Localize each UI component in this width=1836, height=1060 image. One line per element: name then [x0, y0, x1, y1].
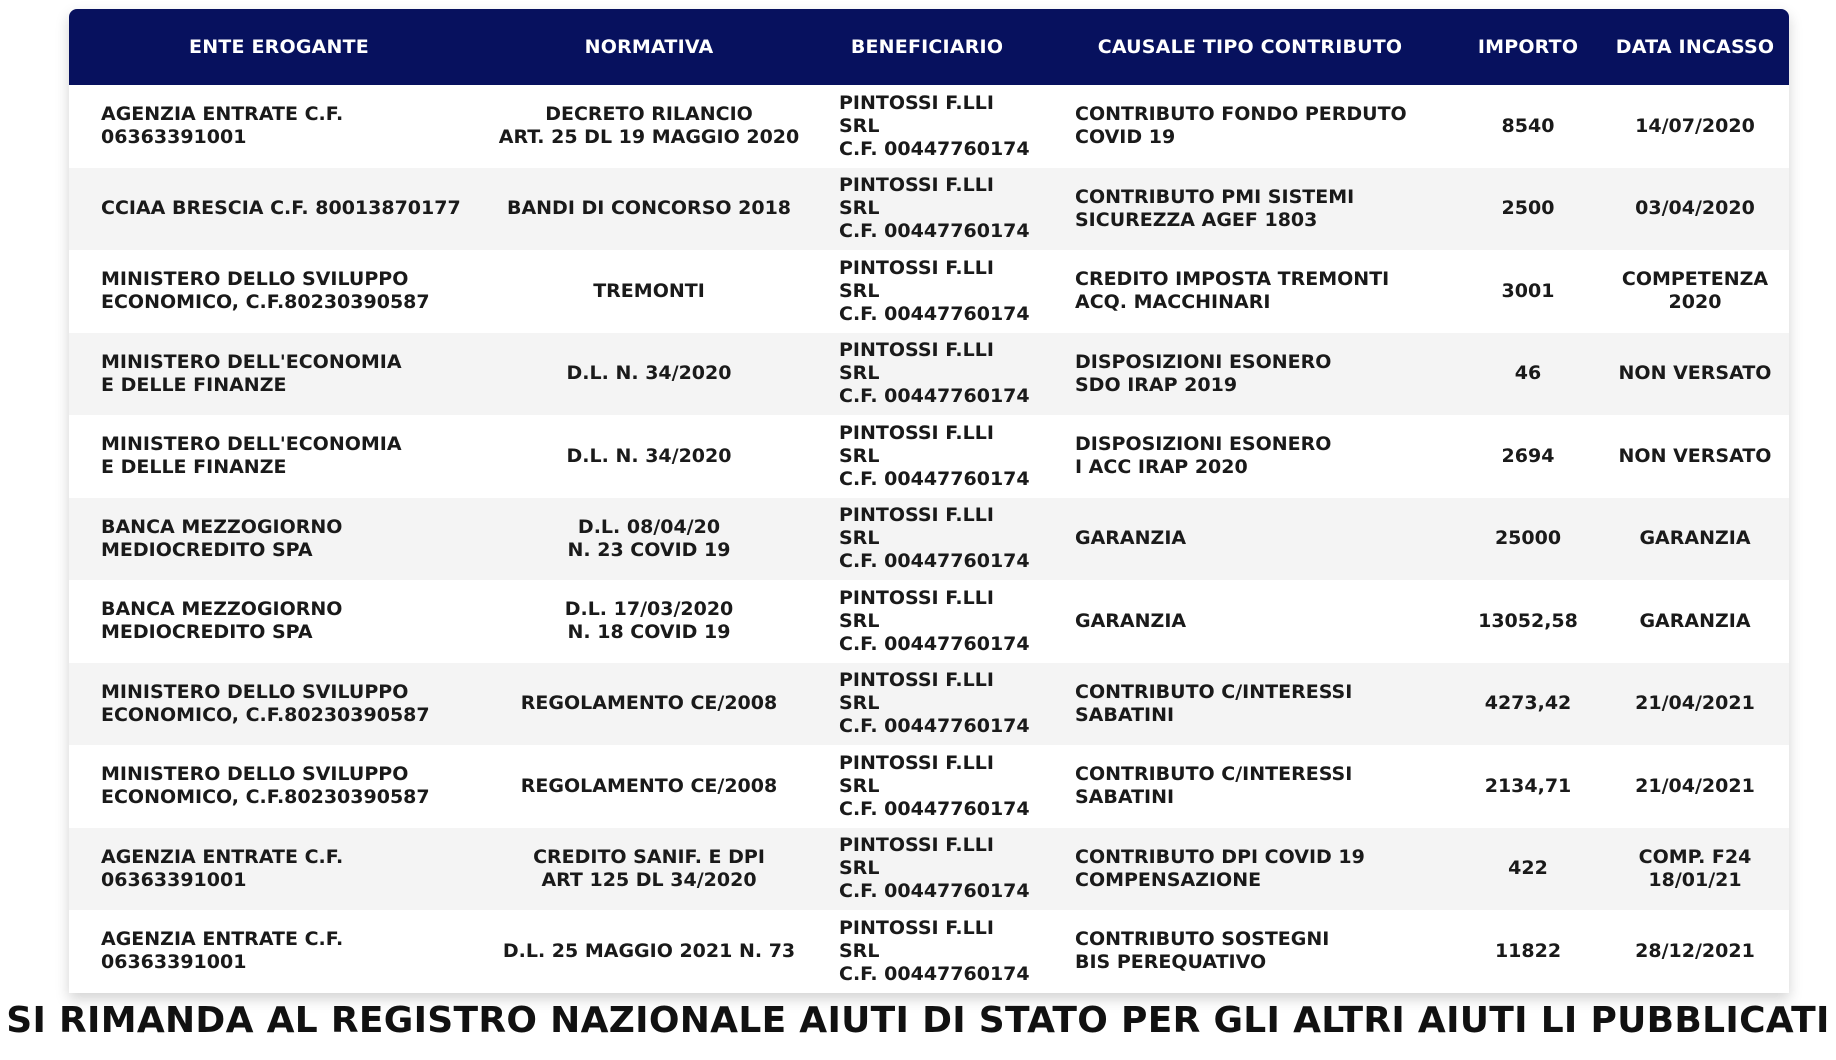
cell-normativa: CREDITO SANIF. E DPI ART 125 DL 34/2020: [533, 845, 765, 891]
cell-ente-erogante: MINISTERO DELLO SVILUPPO ECONOMICO, C.F.80230390587: [101, 763, 430, 809]
cell-importo: 8540: [1501, 114, 1555, 137]
cell-data-incasso: 28/12/2021: [1635, 939, 1755, 962]
table-row: [69, 85, 1789, 168]
cell-normativa: D.L. 08/04/20 N. 23 COVID 19: [567, 515, 731, 561]
cell-causale: GARANZIA: [1075, 609, 1187, 632]
cell-causale: CONTRIBUTO SOSTEGNI BIS PEREQUATIVO: [1075, 928, 1330, 974]
cell-normativa: D.L. 25 MAGGIO 2021 N. 73: [502, 939, 796, 962]
cell-data-incasso: GARANZIA: [1639, 609, 1751, 632]
cell-beneficiario: PINTOSSI F.LLI SRL C.F. 00447760174: [839, 339, 1030, 408]
cell-beneficiario: PINTOSSI F.LLI SRL C.F. 00447760174: [839, 751, 1030, 820]
table-row: [69, 415, 1789, 498]
cell-ente-erogante: AGENZIA ENTRATE C.F. 06363391001: [101, 928, 344, 974]
cell-ente-erogante: MINISTERO DELLO SVILUPPO ECONOMICO, C.F.80230390587: [101, 268, 430, 314]
cell-importo: 4273,42: [1484, 692, 1572, 715]
cell-beneficiario: PINTOSSI F.LLI SRL C.F. 00447760174: [839, 256, 1030, 325]
cell-ente-erogante: CCIAA BRESCIA C.F. 80013870177: [101, 197, 461, 220]
cell-importo: 2694: [1501, 444, 1555, 467]
cell-beneficiario: PINTOSSI F.LLI SRL C.F. 00447760174: [839, 174, 1030, 243]
cell-beneficiario: PINTOSSI F.LLI SRL C.F. 00447760174: [839, 669, 1030, 738]
table-row: [69, 168, 1789, 251]
cell-causale: CONTRIBUTO PMI SISTEMI SICUREZZA AGEF 1803: [1075, 185, 1355, 231]
cell-importo: 11822: [1494, 939, 1562, 962]
cell-ente-erogante: MINISTERO DELL'ECONOMIA E DELLE FINANZE: [101, 433, 402, 479]
table-row: [69, 910, 1789, 993]
table-row: [69, 333, 1789, 416]
cell-data-incasso: COMPETENZA 2020: [1621, 268, 1769, 314]
cell-normativa: REGOLAMENTO CE/2008: [520, 692, 778, 715]
cell-importo: 2500: [1501, 197, 1555, 220]
cell-data-incasso: 03/04/2020: [1635, 197, 1755, 220]
cell-normativa: TREMONTI: [593, 279, 705, 302]
table-body: [69, 85, 1789, 993]
cell-ente-erogante: AGENZIA ENTRATE C.F. 06363391001: [101, 103, 344, 149]
cell-normativa: BANDI DI CONCORSO 2018: [506, 197, 792, 220]
header-normativa: NORMATIVA: [584, 36, 714, 58]
header-causale: CAUSALE TIPO CONTRIBUTO: [1097, 36, 1403, 58]
table-row: [69, 498, 1789, 581]
cell-data-incasso: 21/04/2021: [1635, 692, 1755, 715]
cell-importo: 422: [1508, 857, 1548, 880]
cell-beneficiario: PINTOSSI F.LLI SRL C.F. 00447760174: [839, 916, 1030, 985]
cell-causale: GARANZIA: [1075, 527, 1187, 550]
cell-importo: 2134,71: [1484, 774, 1572, 797]
aid-table: [69, 9, 1789, 993]
cell-data-incasso: 14/07/2020: [1635, 114, 1755, 137]
cell-causale: CONTRIBUTO FONDO PERDUTO COVID 19: [1075, 103, 1407, 149]
cell-ente-erogante: BANCA MEZZOGIORNO MEDIOCREDITO SPA: [101, 515, 343, 561]
cell-normativa: REGOLAMENTO CE/2008: [520, 774, 778, 797]
cell-causale: CONTRIBUTO DPI COVID 19 COMPENSAZIONE: [1075, 845, 1365, 891]
cell-normativa: D.L. 17/03/2020 N. 18 COVID 19: [564, 598, 734, 644]
cell-importo: 25000: [1494, 527, 1562, 550]
cell-beneficiario: PINTOSSI F.LLI SRL C.F. 00447760174: [839, 834, 1030, 903]
cell-ente-erogante: AGENZIA ENTRATE C.F. 06363391001: [101, 845, 344, 891]
cell-beneficiario: PINTOSSI F.LLI SRL C.F. 00447760174: [839, 504, 1030, 573]
cell-beneficiario: PINTOSSI F.LLI SRL C.F. 00447760174: [839, 91, 1030, 160]
cell-importo: 46: [1514, 362, 1542, 385]
header-beneficiario: BENEFICIARIO: [850, 36, 1004, 58]
table-row: [69, 250, 1789, 333]
footer-note: SI RIMANDA AL REGISTRO NAZIONALE AIUTI DI STATO PER GLI ALTRI AIUTI LI PUBBLICATI: [6, 1000, 1830, 1041]
cell-data-incasso: 21/04/2021: [1635, 774, 1755, 797]
cell-data-incasso: NON VERSATO: [1618, 444, 1772, 467]
cell-normativa: D.L. N. 34/2020: [566, 444, 732, 467]
header-ente-erogante: ENTE EROGANTE: [189, 36, 369, 58]
cell-data-incasso: GARANZIA: [1639, 527, 1751, 550]
cell-causale: CONTRIBUTO C/INTERESSI SABATINI: [1075, 763, 1353, 809]
cell-ente-erogante: BANCA MEZZOGIORNO MEDIOCREDITO SPA: [101, 598, 343, 644]
cell-importo: 13052,58: [1478, 609, 1578, 632]
cell-causale: CONTRIBUTO C/INTERESSI SABATINI: [1075, 680, 1353, 726]
table-row: [69, 828, 1789, 911]
cell-causale: DISPOSIZIONI ESONERO I ACC IRAP 2020: [1075, 433, 1332, 479]
cell-causale: CREDITO IMPOSTA TREMONTI ACQ. MACCHINARI: [1075, 268, 1390, 314]
cell-ente-erogante: MINISTERO DELLO SVILUPPO ECONOMICO, C.F.80230390587: [101, 680, 430, 726]
header-importo: IMPORTO: [1477, 36, 1579, 58]
cell-causale: DISPOSIZIONI ESONERO SDO IRAP 2019: [1075, 350, 1332, 396]
cell-beneficiario: PINTOSSI F.LLI SRL C.F. 00447760174: [839, 586, 1030, 655]
cell-normativa: DECRETO RILANCIO ART. 25 DL 19 MAGGIO 2020: [498, 103, 800, 149]
table-row: [69, 580, 1789, 663]
cell-data-incasso: NON VERSATO: [1618, 362, 1772, 385]
table-row: [69, 663, 1789, 746]
table-row: [69, 745, 1789, 828]
cell-importo: 3001: [1501, 279, 1555, 302]
cell-beneficiario: PINTOSSI F.LLI SRL C.F. 00447760174: [839, 421, 1030, 490]
header-data-incasso: DATA INCASSO: [1615, 36, 1775, 58]
table-header: [69, 9, 1789, 85]
cell-ente-erogante: MINISTERO DELL'ECONOMIA E DELLE FINANZE: [101, 350, 402, 396]
cell-data-incasso: COMP. F24 18/01/21: [1638, 845, 1752, 891]
cell-normativa: D.L. N. 34/2020: [566, 362, 732, 385]
